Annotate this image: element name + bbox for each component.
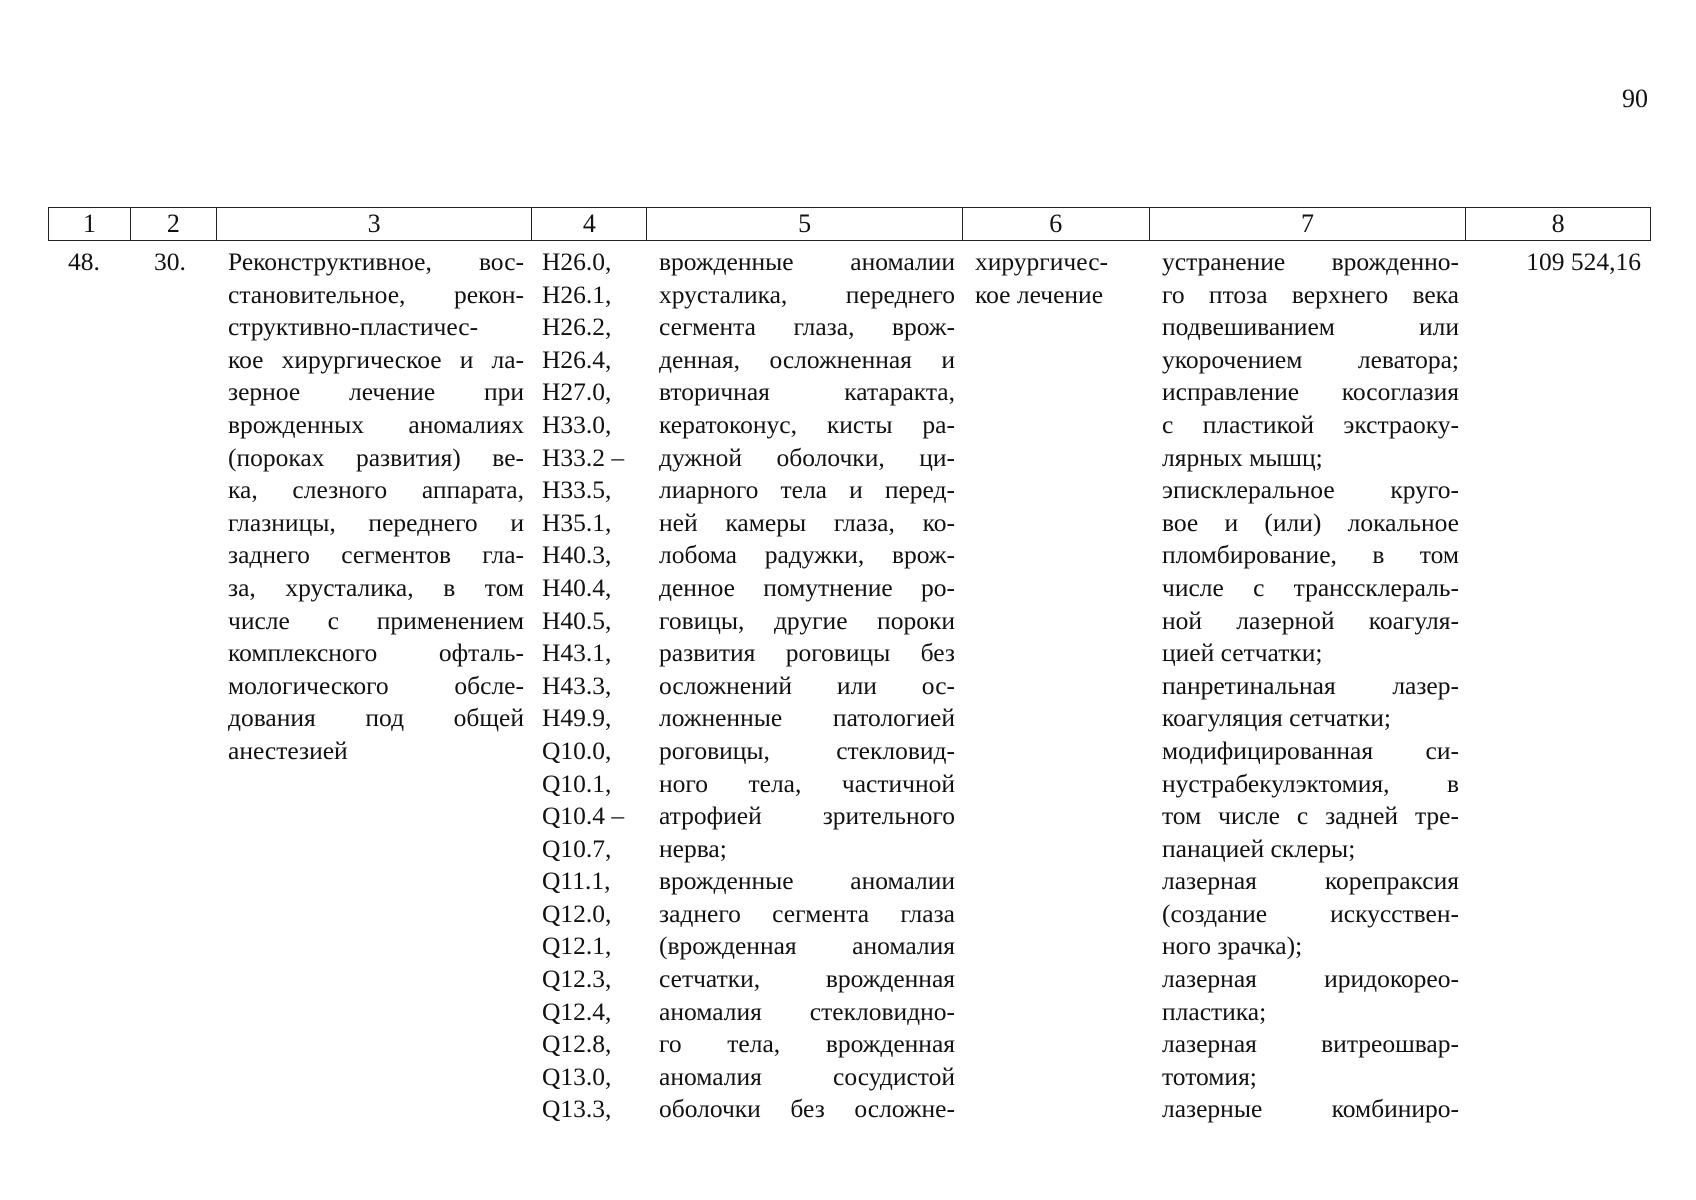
treatment-method-line: подвешиванием или (1162, 312, 1459, 342)
diagnosis-code: Q12.4, (542, 996, 612, 1026)
diagnosis-code: H40.3, (542, 540, 612, 570)
care-type-name-line: становительное, рекон- (228, 279, 524, 309)
care-type-name-line: (пороках развития) ве- (228, 442, 524, 472)
column-header-1: 1 (49, 208, 131, 240)
care-type-name-line: дования под общей (228, 703, 524, 733)
table-row (48, 246, 1651, 1126)
treatment-method (1150, 246, 1467, 1126)
diagnosis-code: H40.4, (542, 572, 612, 602)
patient-model-line: говицы, другие пороки (659, 605, 955, 635)
patient-model-line: сегмента глаза, врож- (659, 312, 955, 342)
treatment-method-line: нустрабекулэктомия, в (1162, 768, 1459, 798)
care-type-name-line: ка, слезного аппарата, (228, 475, 524, 505)
patient-model-line: (врожденная аномалия (659, 931, 955, 961)
treatment-method-line: исправление косоглазия (1162, 377, 1459, 407)
care-type-name-line: Реконструктивное, вос- (228, 247, 524, 276)
treatment-method-line: ной лазерной коагуля- (1162, 605, 1459, 635)
patient-model-line: денная, осложненная и (659, 344, 955, 374)
patient-model-line: атрофией зрительного (659, 801, 955, 831)
patient-model-line: осложнений или ос- (659, 670, 955, 700)
treatment-method-line: го птоза верхнего века (1162, 279, 1459, 309)
patient-model-line: дужной оболочки, ци- (659, 442, 955, 472)
diagnosis-code: H43.1, (542, 638, 612, 668)
column-header-6: 6 (963, 208, 1150, 240)
treatment-method-line: лярных мышц; (1162, 442, 1323, 472)
diagnosis-code: H26.4, (542, 344, 612, 374)
treatment-method-line: эписклеральное круго- (1162, 475, 1459, 505)
patient-model-line: нерва; (659, 833, 727, 863)
patient-model-line: кератоконус, кисты ра- (659, 409, 955, 439)
treatment-method-line: лазерная корепраксия (1162, 866, 1459, 896)
care-type-name-line: глазницы, переднего и (228, 507, 524, 537)
patient-model-line: роговицы, стекловид- (659, 735, 955, 765)
patient-model-line: ного тела, частичной (659, 768, 955, 798)
patient-model-line: денное помутнение ро- (659, 572, 955, 602)
treatment-method-line: пломбирование, в том (1162, 540, 1459, 570)
treatment-method-line: ного зрачка); (1162, 931, 1303, 961)
diagnosis-code: H35.1, (542, 507, 612, 537)
treatment-method-line: с пластикой экстраоку- (1162, 409, 1459, 439)
patient-model-line: вторичная катаракта, (659, 377, 955, 407)
treatment-method-line: устранение врожденно- (1162, 247, 1459, 276)
diagnosis-code: Q11.1, (542, 866, 611, 896)
treatment-method-line: укорочением леватора; (1162, 344, 1459, 374)
patient-model-line: сетчатки, врожденная (659, 964, 955, 994)
care-type-name-line: анестезией (228, 735, 348, 765)
diagnosis-code: H40.5, (542, 605, 612, 635)
patient-model-line: врожденные аномалии (659, 866, 955, 896)
diagnosis-code: Q13.3, (542, 1094, 612, 1124)
diagnosis-code: H33.5, (542, 475, 612, 505)
patient-model-line: развития роговицы без (659, 638, 955, 668)
diagnosis-code: Q10.0, (542, 735, 612, 765)
treatment-method-line: панретинальная лазер- (1162, 670, 1459, 700)
column-header-7: 7 (1150, 208, 1467, 240)
care-type-name-line: структивно-пластичес- (228, 312, 479, 342)
diagnosis-code: Q13.0, (542, 1061, 612, 1091)
treatment-method-line: цией сетчатки; (1162, 638, 1323, 668)
care-type-name-line: комплексного офталь- (228, 638, 524, 668)
care-type-name-line: числе с применением (228, 605, 524, 635)
patient-model (647, 246, 963, 1126)
diagnosis-code: Q10.4 – (542, 801, 625, 831)
patient-model-line: ложненные патологией (659, 703, 955, 733)
care-type-name-line: за, хрусталика, в том (228, 572, 524, 602)
care-type-name-line: зерное лечение при (228, 377, 524, 407)
table-header-row (48, 207, 1651, 241)
diagnosis-code: Q12.0, (542, 898, 612, 928)
column-header-4: 4 (532, 208, 647, 240)
page-number: 90 (1622, 84, 1648, 113)
patient-model-line: лиарного тела и перед- (659, 475, 955, 505)
care-type-name-line: мологического обсле- (228, 670, 524, 700)
diagnosis-code: Q12.8, (542, 1029, 612, 1059)
treatment-method-line: модифицированная си- (1162, 735, 1459, 765)
care-type-name-line: врожденных аномалиях (228, 409, 524, 439)
patient-model-line: го тела, врожденная (659, 1029, 955, 1059)
diagnosis-code: Q10.1, (542, 768, 612, 798)
diagnosis-code: H26.1, (542, 279, 612, 309)
treatment-method-line: (создание искусствен- (1162, 898, 1459, 928)
patient-model-line: аномалия стекловидно- (659, 996, 955, 1026)
care-type-name (216, 246, 532, 1126)
row-sub-number: 30. (154, 247, 186, 276)
row-number: 48. (68, 247, 100, 276)
diagnosis-code: H27.0, (542, 377, 612, 407)
column-header-3: 3 (217, 208, 533, 240)
treatment-method-line: тотомия; (1162, 1061, 1257, 1091)
diagnosis-code: H33.2 – (542, 442, 625, 472)
patient-model-line: врожденные аномалии (659, 247, 955, 276)
diagnosis-code: Q12.1, (542, 931, 612, 961)
treatment-method-line: лазерные комбиниро- (1162, 1094, 1459, 1124)
diagnosis-code: H49.9, (542, 703, 612, 733)
diagnosis-code: H33.0, (542, 409, 612, 439)
treatment-type-line: хирургичес- (975, 247, 1109, 276)
column-header-5: 5 (647, 208, 963, 240)
care-type-name-line: заднего сегментов гла- (228, 540, 524, 570)
patient-model-line: заднего сегмента глаза (659, 898, 955, 928)
treatment-method-line: пластика; (1162, 996, 1267, 1026)
treatment-type-line: кое лечение (975, 279, 1104, 309)
treatment-method-line: панацией склеры; (1162, 833, 1356, 863)
diagnosis-code: Q10.7, (542, 833, 612, 863)
patient-model-line: оболочки без осложне- (659, 1094, 955, 1124)
diagnosis-codes (532, 246, 647, 1126)
treatment-method-line: лазерная иридокорео- (1162, 964, 1459, 994)
diagnosis-code: H26.2, (542, 312, 612, 342)
treatment-method-line: коагуляция сетчатки; (1162, 703, 1391, 733)
treatment-method-line: вое и (или) локальное (1162, 507, 1459, 537)
cost-value: 109 524,16 (1526, 247, 1641, 276)
column-header-8: 8 (1551, 209, 1565, 238)
treatment-method-line: лазерная витреошвар- (1162, 1029, 1459, 1059)
treatment-method-line: числе с транссклераль- (1162, 572, 1459, 602)
patient-model-line: лобома радужки, врож- (659, 540, 955, 570)
patient-model-line: ней камеры глаза, ко- (659, 507, 955, 537)
patient-model-line: хрусталика, переднего (659, 279, 955, 309)
diagnosis-code: H43.3, (542, 670, 612, 700)
treatment-method-line: том числе с задней тре- (1162, 801, 1459, 831)
care-type-name-line: кое хирургическое и ла- (228, 344, 524, 374)
diagnosis-code: Q12.3, (542, 964, 612, 994)
diagnosis-code: H26.0, (542, 247, 612, 276)
patient-model-line: аномалия сосудистой (659, 1061, 955, 1091)
column-header-2: 2 (131, 208, 217, 240)
treatment-type (963, 246, 1150, 1126)
